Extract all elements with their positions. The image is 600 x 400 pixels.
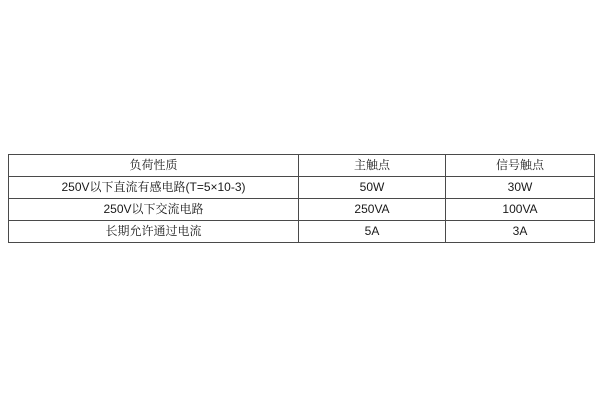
table-cell: 250V以下交流电路	[9, 199, 299, 221]
table-row-dc-inductive	[9, 177, 595, 199]
load-spec-table	[8, 154, 595, 243]
table-cell: 长期允许通过电流	[9, 221, 299, 243]
table-cell: 250VA	[299, 199, 446, 221]
table-cell: 5A	[299, 221, 446, 243]
header-cell-load-nature: 负荷性质	[9, 155, 299, 177]
header-cell-signal-contact: 信号触点	[446, 155, 595, 177]
table-cell: 3A	[446, 221, 595, 243]
table-row-ac-circuit	[9, 199, 595, 221]
table-cell: 250V以下直流有感电路(T=5×10-3)	[9, 177, 299, 199]
table-row-continuous-current	[9, 221, 595, 243]
table-cell: 30W	[446, 177, 595, 199]
header-row	[9, 155, 595, 177]
header-cell-main-contact: 主触点	[299, 155, 446, 177]
table-cell: 50W	[299, 177, 446, 199]
table-cell: 100VA	[446, 199, 595, 221]
